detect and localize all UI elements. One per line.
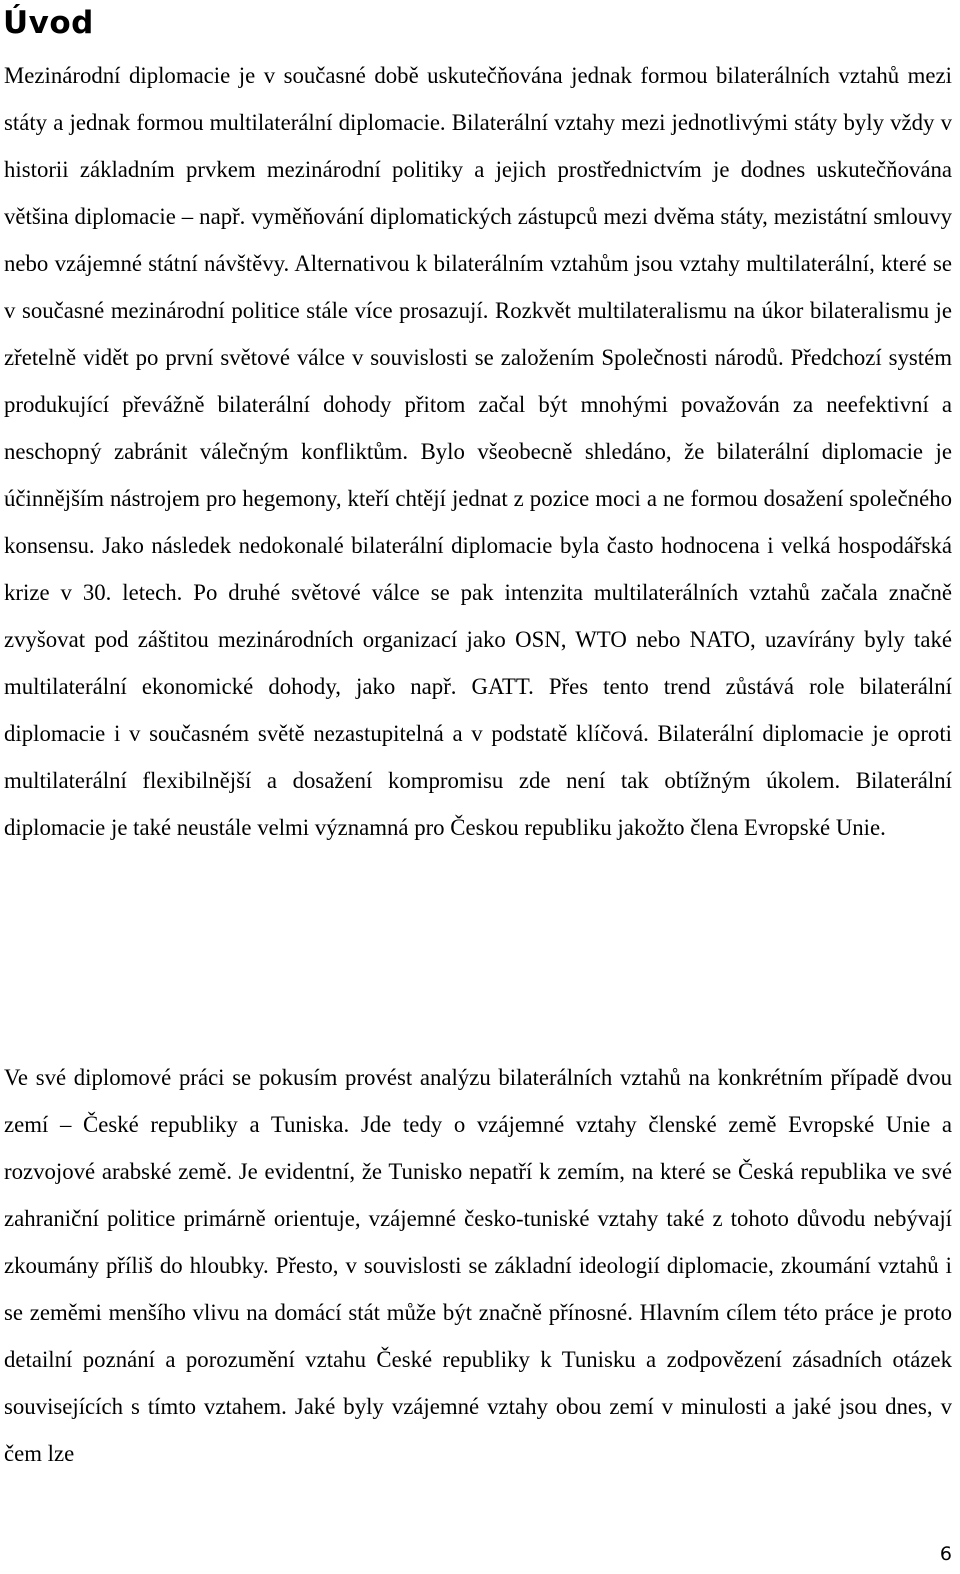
- page-number: 6: [939, 1543, 952, 1565]
- paragraph-thesis-aim: Ve své diplomové práci se pokusím provést analýzu bilaterálních vztahů na konkrétním případě dvou zemí – České republiky a Tuniska. Jde tedy o vzájemné vztahy členské země Evropské Unie a rozvojové arabské země. Je evidentní, že Tunisko nepatří k zemím, na které se Česká republika ve své zahraniční politice primárně orientuje, vzájemné česko-tuniské vztahy také z tohoto důvodu nebývají zkoumány příliš do hloubky. Přesto, v souvislosti se základní ideologií diplomacie, zkoumání vztahů i se zeměmi menšího vlivu na domácí stát může být značně přínosné. Hlavním cílem této práce je proto detailní poznání a porozumění vztahu České republiky k Tunisku a zodpovězení zásadních otázek souvisejících s tímto vztahem. Jaké byly vzájemné vztahy obou zemí v minulosti a jaké jsou dnes, v čem lze: [4, 1065, 952, 1466]
- section-heading: Úvod: [3, 5, 94, 41]
- paragraph-intro: Mezinárodní diplomacie je v současné době uskutečňována jednak formou bilaterálních vztahů mezi státy a jednak formou multilaterální diplomacie. Bilaterální vztahy mezi jednotlivými státy byly vždy v historii základním prvkem mezinárodní politiky a jejich prostřednictvím je dodnes uskutečňována většina diplomacie – např. vyměňování diplomatických zástupců mezi dvěma státy, mezistátní smlouvy nebo vzájemné státní návštěvy. Alternativou k bilaterálním vztahům jsou vztahy multilaterální, které se v současné mezinárodní politice stále více prosazují. Rozkvět multilateralismu na úkor bilateralismu je zřetelně vidět po první světové válce v souvislosti se založením Společnosti národů. Předchozí systém produkující převážně bilaterální dohody přitom začal být mnohými považován za neefektivní a neschopný zabránit válečným konfliktům. Bylo všeobecně shledáno, že bilaterální diplomacie je účinnějším nástrojem pro hegemony, kteří chtějí jednat z pozice moci a ne formou dosažení společného konsensu. Jako následek nedokonalé bilaterální diplomacie byla často hodnocena i velká hospodářská krize v 30. letech. Po druhé světové válce se pak intenzita multilaterálních vztahů začala značně zvyšovat pod záštitou mezinárodních organizací jako OSN, WTO nebo NATO, uzavírány byly také multilaterální ekonomické dohody, jako např. GATT. Přes tento trend zůstává role bilaterální diplomacie i v současném světě nezastupitelná a v podstatě klíčová. Bilaterální diplomacie je oproti multilaterální flexibilnější a dosažení kompromisu zde není tak obtížným úkolem. Bilaterální diplomacie je také neustále velmi významná pro Českou republiku jakožto člena Evropské Unie.: [4, 63, 952, 840]
